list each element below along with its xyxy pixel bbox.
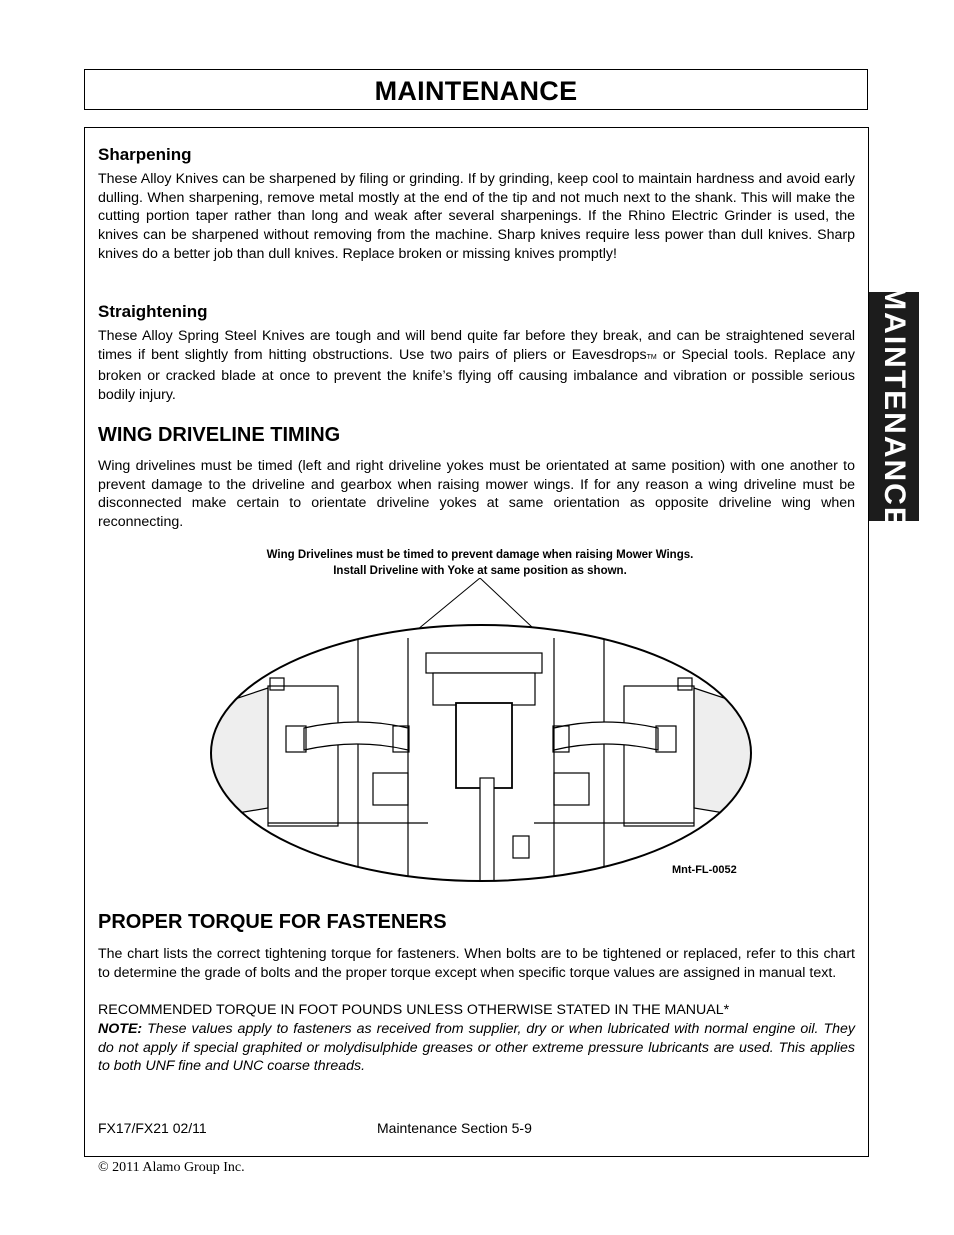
sharpening-paragraph: These Alloy Knives can be sharpened by filing or grinding. If by grinding, keep cool to maintain hardness and avoid early dulling. When sharpening, remove metal mostly at the end of the tip and not much next to the shank. This will make the cutting portion taper rather than long and weak after several sharpenings. If the Rhino Electric Grinder is used, the knives can be sharpened without removing from the machine. Sharp knives require less power than dull knives. Sharp knives do a better job than dull knives. Replace broken or missing knives promptly! (98, 171, 855, 262)
torque-paragraph: The chart lists the correct tightening torque for fasteners. When bolts are to be tightened or replaced, refer to this chart to determine the grade of bolts and the proper torque except when specific torque values are assigned in manual text. (98, 946, 855, 981)
figure-id-label: Mnt-FL-0052 (672, 864, 737, 876)
copyright: © 2011 Alamo Group Inc. (98, 1160, 245, 1175)
note-label: NOTE: (98, 1021, 143, 1037)
straightening-heading: Straightening (98, 302, 208, 321)
straightening-text-2: or Special tools. Replace any broken or cracked blade at once to prevent the knife’s flying off causing imbalance and vibration or possible serious bodily injury. (98, 346, 855, 404)
figure-caption-line-1: Wing Drivelines must be timed to prevent damage when raising Mower Wings. (266, 549, 694, 561)
torque-note (98, 1020, 855, 1076)
figure-caption-line-2: Install Driveline with Yoke at same position as shown. (333, 565, 627, 577)
note-text: These values apply to fasteners as received from supplier, dry or when lubricated with normal engine oil. They do not apply if special graphited or molydisulphide greases or other extreme pressure lubricants are used. This applies to both UNF fine and UNC coarse threads. (98, 1021, 855, 1075)
wing-driveline-paragraph: Wing drivelines must be timed (left and right driveline yokes must be orientated at same position) with one another to prevent damage to the driveline and gearbox when raising mower wings. If for any reason a wing driveline must be disconnected make certain to orientate driveline yokes at same orientation as opposite driveline wing when reconnecting. (98, 458, 855, 531)
torque-heading: PROPER TORQUE FOR FASTENERS (98, 911, 447, 933)
wing-driveline-heading: WING DRIVELINE TIMING (98, 424, 341, 446)
section-side-tab-label: MAINTENANCE (878, 284, 911, 529)
driveline-figure (208, 578, 754, 883)
footer-section: Maintenance Section 5-9 (377, 1120, 532, 1136)
straightening-text-1: These Alloy Spring Steel Knives are tough and will bend quite far before they break, and can be straightened several times if bent slightly from hitting obstructions. Use two pairs of pliers or Eavesdrops (98, 328, 855, 363)
footer-model: FX17/FX21 02/11 (98, 1120, 207, 1136)
straightening-paragraph (98, 327, 855, 405)
page-title: MAINTENANCE (374, 76, 578, 106)
recommended-torque-line: RECOMMENDED TORQUE IN FOOT POUNDS UNLESS OTHERWISE STATED IN THE MANUAL* (98, 1002, 730, 1018)
section-side-tab (869, 284, 919, 529)
trademark-mark: TM (646, 353, 657, 361)
sharpening-heading: Sharpening (98, 145, 192, 164)
header-box (84, 69, 868, 110)
